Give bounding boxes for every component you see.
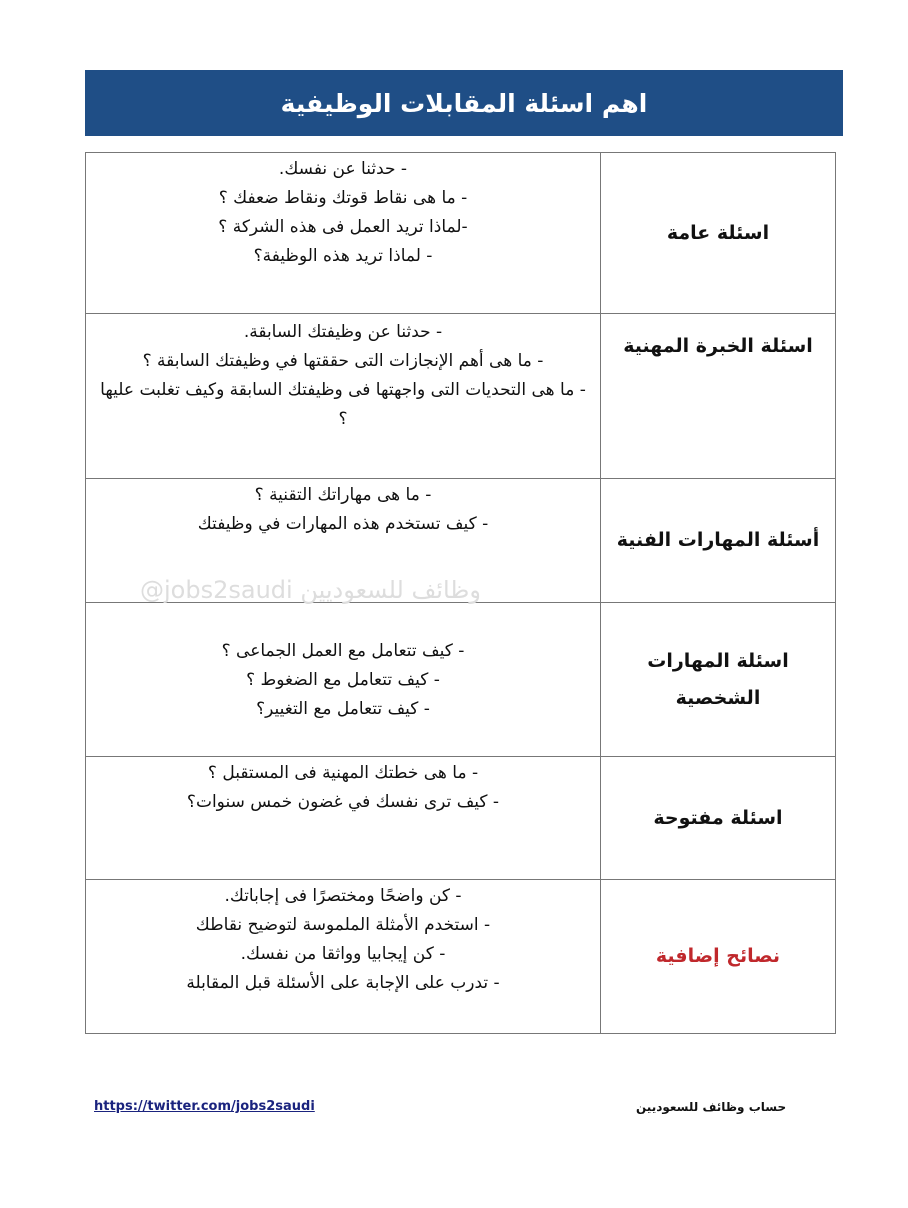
question: - حدثنا عن وظيفتك السابقة. [243, 322, 443, 342]
page-title: اهم اسئلة المقابلات الوظيفية [280, 88, 648, 118]
row-label: اسئلة الخبرة المهنية [601, 314, 836, 479]
questions-table [85, 152, 836, 1034]
row-questions [86, 153, 601, 314]
row-questions [86, 479, 601, 603]
table-row [86, 479, 836, 603]
account-name: حساب وظائف للسعوديين [636, 1100, 787, 1114]
question: - حدثنا عن نفسك. [278, 159, 408, 179]
question: - ما هى مهاراتك التقنية ؟ [254, 485, 432, 505]
question: - ما هى أهم الإنجازات التى حققتها في وظيفتك السابقة ؟ [142, 351, 544, 371]
row-label: اسئلة عامة [601, 153, 836, 314]
table-row [86, 314, 836, 479]
question: - كيف تتعامل مع التغيير؟ [256, 699, 430, 719]
question: - تدرب على الإجابة على الأسئلة قبل المقابلة [186, 973, 500, 993]
row-questions [86, 757, 601, 880]
row-label: نصائح إضافية [601, 880, 836, 1034]
table-row [86, 880, 836, 1034]
table-row [86, 153, 836, 314]
row-questions [86, 314, 601, 479]
question: - كيف تتعامل مع العمل الجماعى ؟ [221, 641, 465, 661]
row-questions [86, 603, 601, 757]
question: - ما هى خطتك المهنية فى المستقبل ؟ [207, 763, 479, 783]
table-row [86, 603, 836, 757]
watermark: @jobs2saudi وظائف للسعوديين [140, 576, 481, 604]
question: - لماذا تريد هذه الوظيفة؟ [253, 246, 433, 266]
page-title-banner [85, 70, 843, 136]
question: - ما هى التحديات التى واجهتها فى وظيفتك السابقة وكيف تغلبت عليها ؟ [100, 380, 586, 429]
question: - كيف ترى نفسك في غضون خمس سنوات؟ [186, 792, 500, 812]
row-label: اسئلة المهارات الشخصية [601, 603, 836, 757]
question: - ما هى نقاط قوتك ونقاط ضعفك ؟ [218, 188, 468, 208]
question: - كن واضحًا ومختصرًا فى إجاباتك. [224, 886, 462, 906]
question: - كيف تتعامل مع الضغوط ؟ [246, 670, 440, 690]
row-label: اسئلة مفتوحة [601, 757, 836, 880]
question: - كيف تستخدم هذه المهارات في وظيفتك [197, 514, 489, 534]
row-questions [86, 880, 601, 1034]
twitter-link[interactable]: https://twitter.com/jobs2saudi [94, 1099, 315, 1114]
question: - كن إيجابيا وواثقا من نفسك. [240, 944, 446, 964]
question: -لماذا تريد العمل فى هذه الشركة ؟ [218, 217, 468, 237]
table-row [86, 757, 836, 880]
question: - استخدم الأمثلة الملموسة لتوضيح نقاطك [195, 915, 491, 935]
row-label: أسئلة المهارات الفنية [601, 479, 836, 603]
